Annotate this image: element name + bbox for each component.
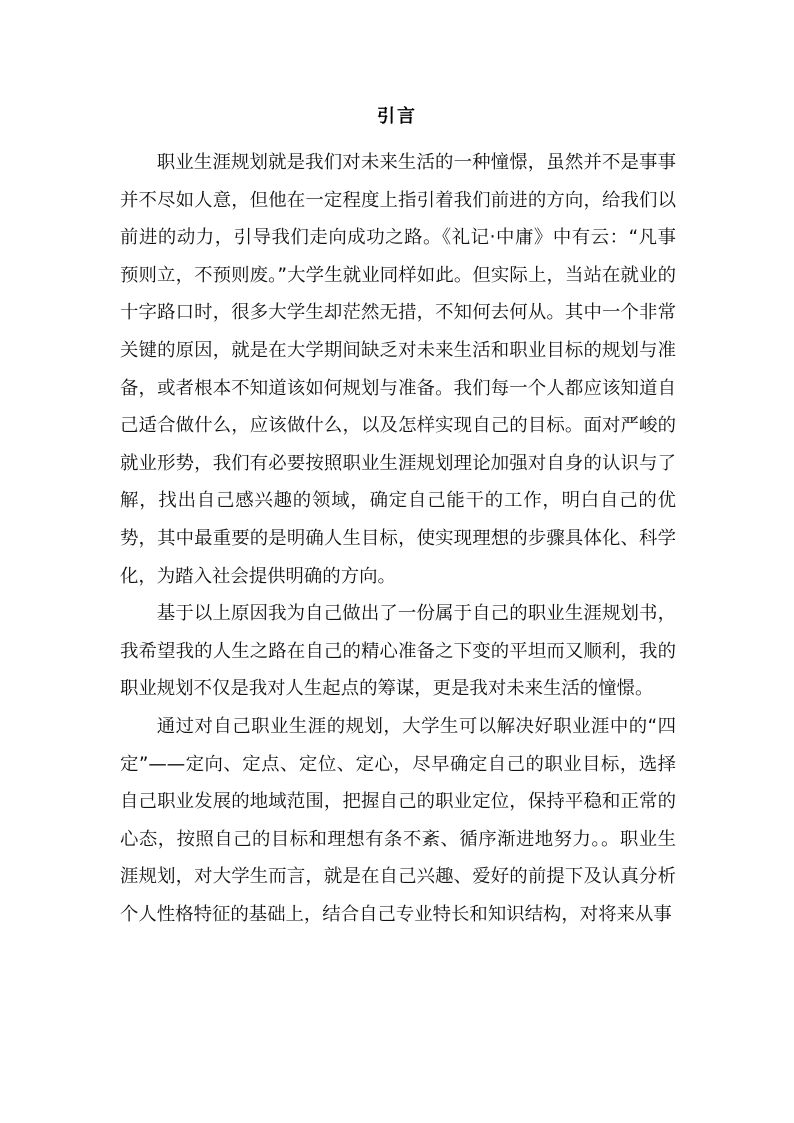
- paragraph-3: 通过对自己职业生涯的规划，大学生可以解决好职业涯中的“四定”——定向、定点、定位、定心，尽早确定自己的职业目标，选择自己职业发展的地域范围，把握自己的职业定位，保持平稳和正常的心态，按照自己的目标和理想有条不紊、循序渐进地努力。。职业生涯规划，对大学生而言，就是在自己兴趣、爱好的前提下及认真分析个人性格特征的基础上，结合自己专业特长和知识结构，对将来从事: [120, 715, 676, 925]
- paragraph-2: 基于以上原因我为自己做出了一份属于自己的职业生涯规划书，我希望我的人生之路在自己的精心准备之下变的平坦而又顺利，我的职业规划不仅是我对人生起点的筹谋，更是我对未来生活的憧憬。: [120, 603, 676, 700]
- document-body: [120, 144, 676, 933]
- paragraph-1: 职业生涯规划就是我们对未来生活的一种憧憬，虽然并不是事事并不尽如人意，但他在一定程度上指引着我们前进的方向，给我们以前进的动力，引导我们走向成功之路。《礼记·中庸》中有云：“凡事预则立，不预则废。”大学生就业同样如此。但实际上，当站在就业的十字路口时，很多大学生却茫然无措，不知何去何从。其中一个非常关键的原因，就是在大学期间缺乏对未来生活和职业目标的规划与准备，或者根本不知道该如何规划与准备。我们每一个人都应该知道自己适合做什么，应该做什么，以及怎样实现自己的目标。面对严峻的就业形势，我们有必要按照职业生涯规划理论加强对自身的认识与了解，找出自己感兴趣的领域，确定自己能干的工作，明白自己的优势，其中最重要的是明确人生目标，使实现理想的步骤具体化、科学化，为踏入社会提供明确的方向。: [120, 152, 676, 587]
- page-title: 引言: [377, 106, 417, 127]
